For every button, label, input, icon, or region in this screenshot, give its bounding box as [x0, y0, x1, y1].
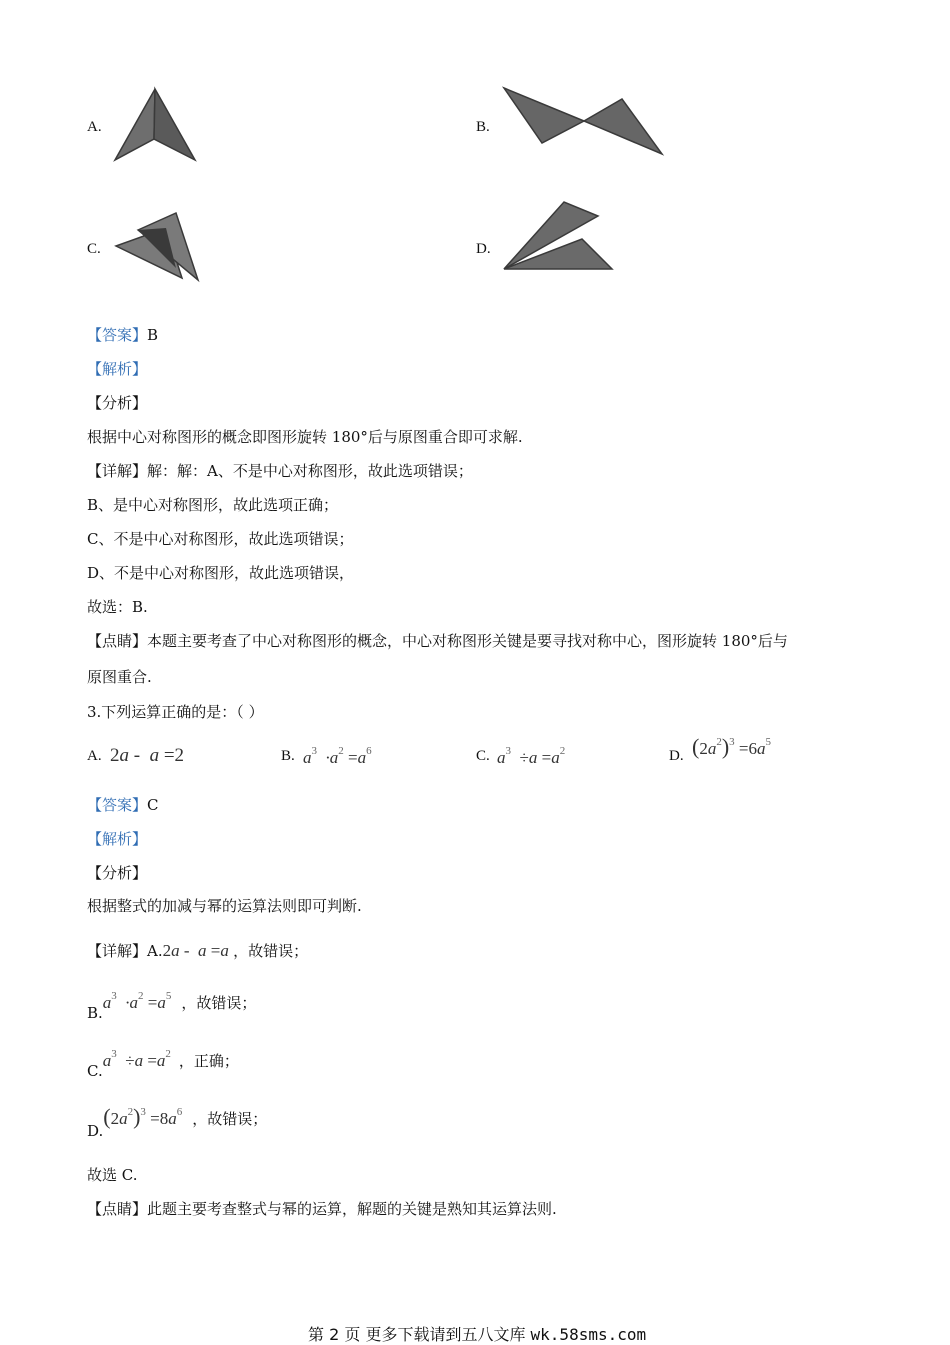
answer-value: C — [147, 796, 159, 814]
q2-comment-line2: 原图重合. — [87, 668, 152, 686]
q3-fenxi-tag: 【分析】 — [87, 864, 148, 882]
answer-tag: 【答案】 — [87, 326, 148, 344]
q3-analysis-tag: 【解析】 — [87, 830, 148, 848]
q3-option-b-formula: $a^3 \cdot a^2 =a^6$ — [303, 745, 372, 767]
q2-detail-line4: D、不是中心对称图形，故此选项错误， — [87, 564, 355, 582]
answer-value: B — [147, 326, 159, 344]
q3-option-a-label: A. — [87, 748, 102, 764]
option-d-figure — [500, 198, 620, 276]
option-c-label: C. — [87, 241, 101, 257]
detail-d-prefix: D. — [87, 1122, 104, 1140]
q3-detail-b — [87, 990, 257, 1022]
q3-detail-c — [87, 1048, 239, 1080]
q3-option-c-formula: $a^3 \div a =a^2$ — [497, 745, 566, 767]
q3-option-c-label: C. — [476, 748, 490, 764]
option-d-label: D. — [476, 241, 491, 257]
q3-detail-d — [87, 1104, 268, 1140]
q2-detail-line3: C、不是中心对称图形，故此选项错误； — [87, 530, 354, 548]
option-b-figure — [500, 85, 670, 160]
q3-answer — [87, 794, 159, 815]
q2-fenxi-text: 根据中心对称图形的概念即图形旋转 180°后与原图重合即可求解. — [87, 428, 523, 446]
page-footer — [308, 1322, 646, 1345]
q3-option-d-formula: $(2a^2)^3 =6a^5$ — [692, 734, 771, 759]
detail-c-prefix: C. — [87, 1062, 103, 1080]
detail-a-formula: 2a - a =a — [162, 941, 234, 960]
detail-c-formula: $a^3 \div a =a^2$ — [102, 1048, 171, 1070]
option-b-label: B. — [476, 119, 490, 135]
q2-analysis-tag: 【解析】 — [87, 360, 148, 378]
footer-page-text: 第 2 页 更多下载请到五八文库 — [308, 1325, 531, 1344]
q2-detail-line1: 【详解】解：解：A、不是中心对称图形，故此选项错误； — [87, 462, 473, 480]
detail-b-prefix: B. — [87, 1004, 103, 1022]
q2-conclusion: 故选：B. — [87, 598, 148, 616]
detail-d-formula: $(2a^2)^3 =8a^6$ — [103, 1104, 183, 1129]
q3-stem: 3.下列运算正确的是：（ ） — [87, 703, 264, 721]
detail-a-suffix: ，故错误； — [233, 942, 309, 960]
footer-site-link[interactable]: wk.58sms.com — [530, 1325, 647, 1344]
q3-detail-a — [87, 940, 308, 961]
detail-d-suffix: ，故错误； — [192, 1110, 268, 1128]
q2-answer — [87, 324, 158, 345]
detail-b-suffix: ，故错误； — [181, 994, 257, 1012]
answer-tag: 【答案】 — [87, 796, 148, 814]
option-c-figure — [112, 208, 207, 286]
detail-tag: 【详解】A. — [87, 942, 163, 960]
q3-comment: 【点睛】此题主要考查整式与幂的运算，解题的关键是熟知其运算法则. — [87, 1200, 557, 1218]
q3-option-d-label: D. — [669, 748, 684, 764]
q3-conclusion: 故选 C. — [87, 1166, 138, 1184]
q2-fenxi-tag: 【分析】 — [87, 394, 148, 412]
q2-detail-line2: B、是中心对称图形，故此选项正确； — [87, 496, 339, 514]
q2-comment-line1: 【点睛】本题主要考查了中心对称图形的概念，中心对称图形关键是要寻找对称中心，图形旋转 180°后与 — [87, 632, 788, 650]
option-a-figure — [110, 85, 200, 165]
q3-fenxi-text: 根据整式的加减与幂的运算法则即可判断. — [87, 897, 362, 915]
q3-option-b-label: B. — [281, 748, 295, 764]
q3-option-a-formula: 2a - a =2 — [110, 745, 185, 766]
detail-c-suffix: ，正确； — [178, 1052, 239, 1070]
detail-b-formula: $a^3 \cdot a^2 =a^5$ — [102, 990, 172, 1012]
option-a-label: A. — [87, 119, 102, 135]
